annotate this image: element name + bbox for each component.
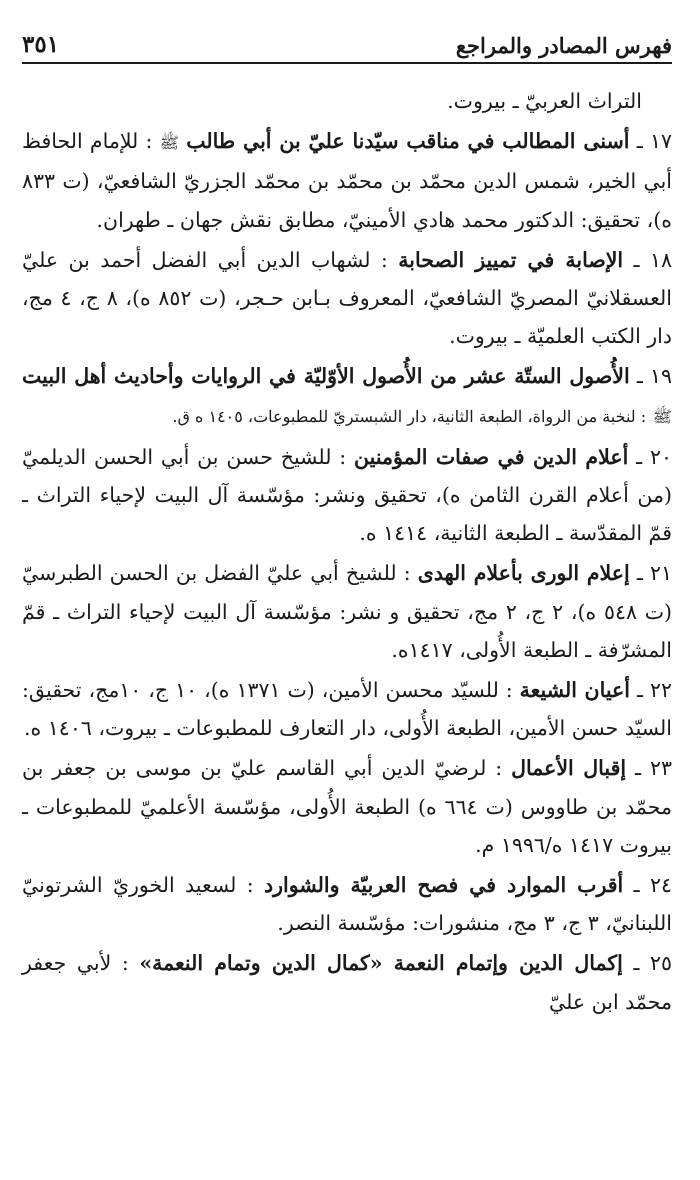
- entry-title: إكمال الدين وإتمام النعمة «كمال الدين وتمام النعمة»: [139, 951, 623, 976]
- honorific-symbol: ﷺ: [159, 133, 179, 153]
- entry-title: الإصابة في تمييز الصحابة: [398, 247, 624, 272]
- entry-details: : للإمام الحافظ أبي الخير، شمس الدين محمّد بن محمّد بن محمّد الجزريّ الشافعيّ، (ت ٨٣٣ ه)، تحقيق: الدكتور محمد هادي الأمينيّ، مطابق نقش جهان ـ طهران.: [22, 129, 672, 232]
- bibliography-entry: [22, 241, 672, 356]
- entry-details: : لأبي جعفر محمّد ابن عليّ: [22, 951, 672, 1014]
- bibliography-entry: [22, 357, 672, 435]
- entry-continuation: التراث العربيّ ـ بيروت.: [447, 89, 642, 113]
- entry-title: أسنى المطالب في مناقب سيّدنا عليّ بن أبي طالب: [186, 129, 630, 154]
- entry-number: ٢٠ ـ: [636, 444, 672, 469]
- entry-number: ١٩ ـ: [636, 364, 672, 389]
- bibliography-entry: [22, 944, 672, 1020]
- entry-title: الأُصول الستّة عشر من الأُصول الأوّليّة في الروايات وأحاديث أهل البيت: [22, 364, 630, 389]
- entry-number: ٢١ ـ: [636, 561, 672, 586]
- bibliography-entry: [22, 866, 672, 942]
- bibliography-entry: [22, 438, 672, 553]
- page-header: [22, 22, 672, 64]
- entry-details: : لسعيد الخوريّ الشرتونيّ اللبنانيّ، ٣ ج، ٣ مج، منشورات: مؤسّسة النصر.: [22, 873, 672, 936]
- entry-number: ١٧ ـ: [636, 129, 672, 154]
- entry-title: إقبال الأعمال: [511, 756, 627, 781]
- entry-details: : لرضيّ الدين أبي القاسم عليّ بن موسى بن جعفر بن محمّد بن طاووس (ت ٦٦٤ ه) الطبعة الأُولى، مؤسّسة الأعلميّ للمطبوعات ـ بيروت ١٤١٧ ه/١٩٩٦ م.: [22, 756, 673, 857]
- entry-title: أعيان الشيعة: [519, 678, 630, 703]
- bibliography-entry: [22, 749, 672, 864]
- entry-details: : لشهاب الدين أبي الفضل أحمد بن عليّ العسقلانيّ المصريّ الشافعيّ، المعروف بـابن حـجر، (ت ٨٥٢ ه)، ٨ ج، ٤ مج، دار الكتب العلميّة ـ بيروت.: [22, 247, 672, 349]
- entry-number: ٢٣ ـ: [635, 756, 672, 781]
- bibliography-entry: [22, 554, 672, 669]
- bibliography-entry: [22, 671, 672, 747]
- entry-title: إعلام الورى بأعلام الهدى: [417, 561, 630, 586]
- entry-number: ١٨ ـ: [633, 247, 672, 272]
- entry-number: ٢٤ ـ: [633, 873, 672, 898]
- entry-details: : لنخبة من الرواة، الطبعة الثانية، دار الشبستريّ للمطبوعات، ١٤٠٥ ه ق.: [172, 406, 647, 426]
- page-number: ٣٥١: [22, 31, 60, 58]
- honorific-symbol: ﷺ: [652, 406, 672, 426]
- entry-title: أقرب الموارد في فصح العربيّة والشوارد: [264, 873, 624, 898]
- entry-title: أعلام الدين في صفات المؤمنين: [354, 444, 629, 469]
- entry-details: : للشيخ حسن بن أبي الحسن الديلميّ (من أعلام القرن الثامن ه)، تحقيق ونشر: مؤسّسة آل البيت لإحياء التراث ـ قمّ المقدّسة ـ الطبعة الثانية، ١٤١٤ ه.: [22, 444, 672, 546]
- bibliography-list: [22, 82, 672, 1021]
- running-title: فهرس المصادر والمراجع: [455, 33, 672, 58]
- bibliography-entry: [22, 122, 672, 239]
- entry-number: ٢٢ ـ: [636, 678, 672, 703]
- entry-details: : للشيخ أبي عليّ الفضل بن الحسن الطبرسيّ (ت ٥٤٨ ه)، ٢ ج، ٢ مج، تحقيق و نشر: مؤسّسة آل البيت لإحياء التراث ـ قمّ المشرّفة ـ الطبعة الأُولى، ١٤١٧ه.: [22, 561, 672, 662]
- entry-details: : للسيّد محسن الأمين، (ت ١٣٧١ ه)، ١٠ ج، ١٠مج، تحقيق: السيّد حسن الأمين، الطبعة الأُولى، دار التعارف للمطبوعات ـ بيروت، ١٤٠٦ ه.: [22, 678, 672, 741]
- entry-number: ٢٥ ـ: [633, 951, 672, 976]
